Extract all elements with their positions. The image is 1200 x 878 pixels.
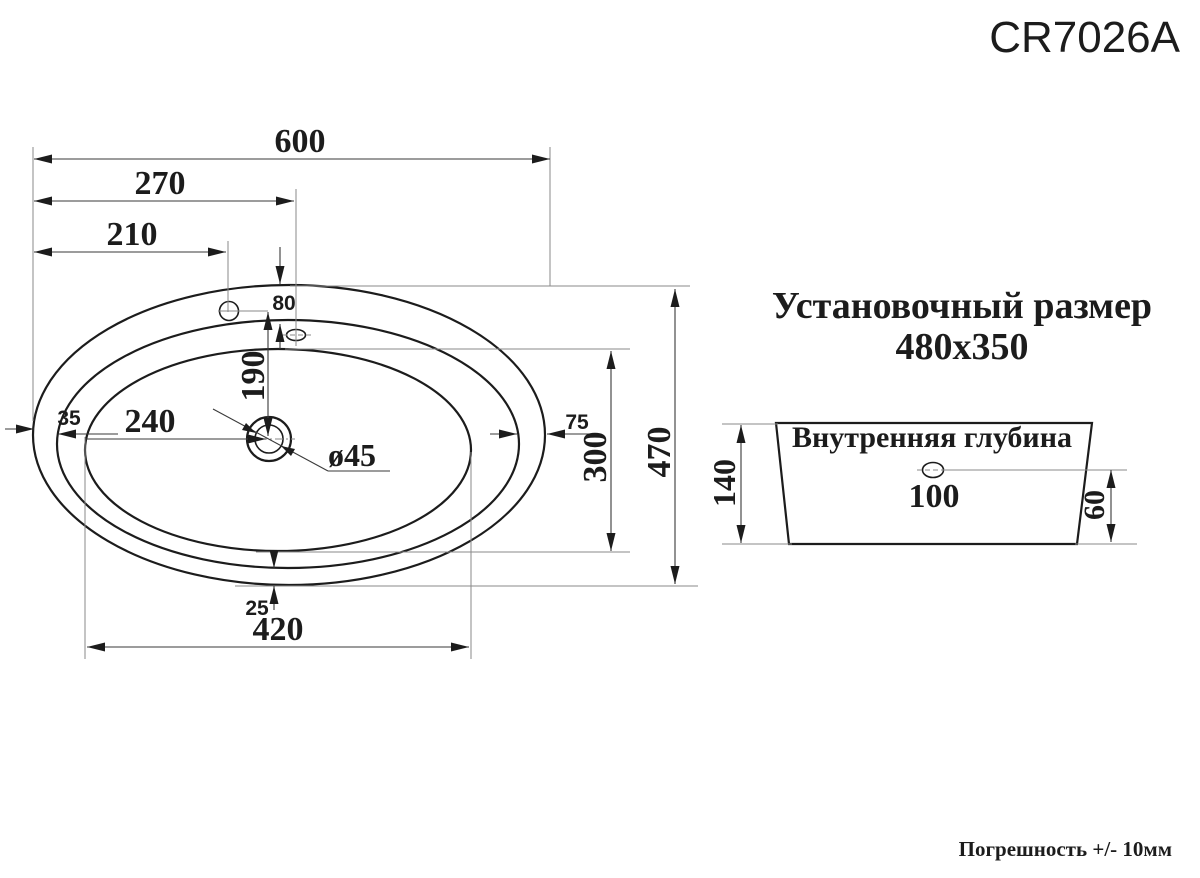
dim-25-label: 25 (245, 597, 269, 620)
arrowhead (607, 351, 616, 369)
dim-210-label: 210 (106, 216, 158, 253)
arrowhead (34, 155, 52, 164)
arrowhead (451, 643, 469, 652)
side-view (706, 421, 1137, 544)
arrowhead (532, 155, 550, 164)
dim-45-label: ø45 (328, 437, 376, 473)
dim-270-label: 270 (134, 165, 186, 202)
arrowhead (58, 430, 76, 439)
dim-100-label: 100 (908, 478, 960, 515)
arrowhead (270, 550, 279, 568)
dim-overall-height (641, 289, 680, 584)
arrowhead (270, 586, 279, 604)
arrowhead (737, 425, 746, 443)
dim-hole-offset (34, 216, 226, 257)
arrowhead (1107, 470, 1116, 488)
dim-faucet-center (34, 165, 294, 206)
arrowhead (1107, 524, 1116, 542)
dim-overall-width (34, 123, 550, 164)
product-code: CR7026A (989, 13, 1180, 62)
arrowhead (264, 418, 273, 436)
arrowhead (671, 566, 680, 584)
dim-basin-height (577, 351, 616, 551)
top-view (5, 123, 698, 659)
dim-rim-left (5, 407, 118, 439)
dim-basin-width (87, 611, 469, 652)
arrowhead (276, 324, 285, 342)
dim-470-label: 470 (641, 426, 678, 478)
dim-240-label: 240 (124, 403, 176, 440)
arrowhead (276, 266, 285, 284)
dim-600-label: 600 (274, 123, 326, 160)
inner-depth-label: Внутренняя глубина (791, 421, 1073, 454)
basin-outlines (33, 285, 545, 585)
arrowhead (607, 533, 616, 551)
tolerance-note: Погрешность +/- 10мм (958, 837, 1172, 861)
arrowhead (276, 197, 294, 206)
dim-190-label: 190 (235, 350, 272, 402)
arrowhead (34, 197, 52, 206)
dim-300-label: 300 (577, 431, 614, 483)
dim-35-label: 35 (57, 407, 81, 430)
installation-size: 480x350 (895, 326, 1029, 368)
dim-75-label: 75 (565, 411, 589, 434)
arrowhead (16, 425, 34, 434)
arrowhead (208, 248, 226, 257)
dim-drain-diameter (213, 409, 390, 473)
dim-overflow-height (1078, 470, 1116, 542)
arrowhead (499, 430, 517, 439)
arrowhead (87, 643, 105, 652)
dim-60-label: 60 (1078, 490, 1111, 520)
dim-side-height (706, 425, 746, 543)
arrowhead (547, 430, 565, 439)
dim-80-label: 80 (272, 292, 296, 315)
arrowhead (671, 289, 680, 307)
arrowhead (34, 248, 52, 257)
arrowhead (737, 525, 746, 543)
dim-rim-top (272, 247, 295, 349)
middle-rim-ellipse (57, 320, 519, 568)
installation-heading: Установочный размер (771, 285, 1153, 327)
dim-140-label: 140 (706, 459, 742, 507)
dim-420-label: 420 (252, 611, 304, 648)
